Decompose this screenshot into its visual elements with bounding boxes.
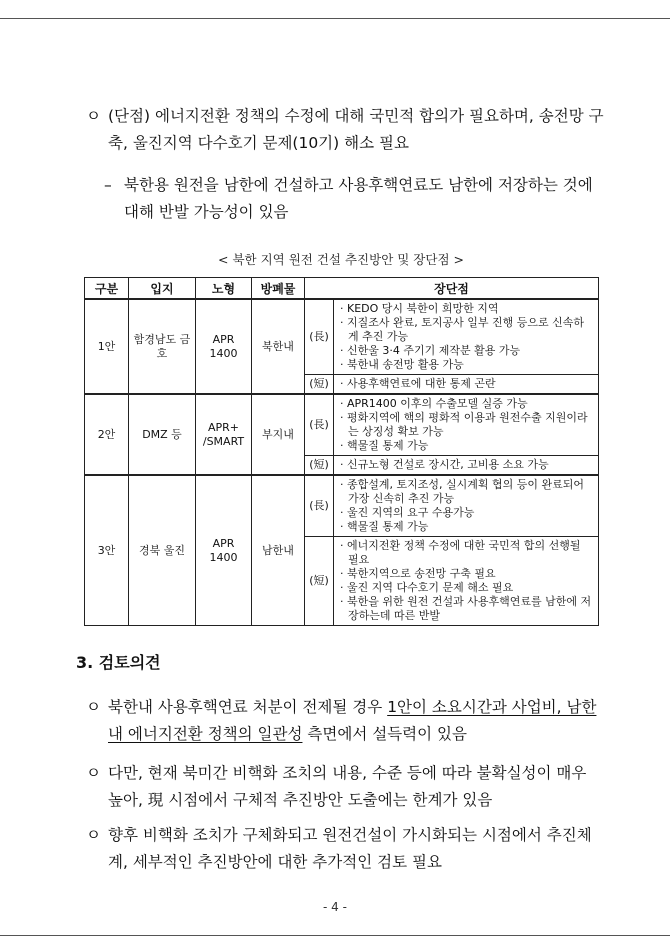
pros-item: · APR1400 이후의 수출모델 실증 가능 xyxy=(340,397,528,410)
bullet-marker: ㅇ xyxy=(86,107,101,125)
cell-location: 경북 울진 xyxy=(129,475,196,626)
pros-item: · KEDO 당시 북한이 희망한 지역 xyxy=(340,302,499,315)
bullet-marker: ㅇ xyxy=(86,764,101,782)
cell-pros-label: (長) xyxy=(305,394,334,456)
pros-item: · 신한울 3·4 주기기 제작분 활용 가능 xyxy=(340,344,521,357)
cell-cons-label: (短) xyxy=(305,375,334,395)
cons-item: · 북한을 위한 원전 건설과 사용후핵연료를 남한에 저장하는데 따른 반발 xyxy=(340,595,592,622)
paragraph-text: 다만, 현재 북미간 비핵화 조치의 내용, 수준 등에 따라 불확실성이 매우 높아, 現 시점에서 구체적 추진방안 도출에는 한계가 있음 xyxy=(108,764,587,809)
review-paragraph-1 xyxy=(86,694,606,748)
review-paragraph-3 xyxy=(86,822,606,876)
cell-pros-items xyxy=(334,394,599,456)
plan-row-pros xyxy=(85,475,599,537)
cell-waste: 부지내 xyxy=(252,394,305,475)
bullet-marker: ㅇ xyxy=(86,698,101,716)
intro-backlash-paragraph xyxy=(104,172,604,226)
paragraph-text: (단점) 에너지전환 정책의 수정에 대해 국민적 합의가 필요하며, 송전망 구축, 울진지역 다수호기 문제(10기) 해소 필요 xyxy=(108,107,604,152)
text-segment: 측면에서 설득력이 있음 xyxy=(302,725,467,743)
top-border-line xyxy=(0,18,670,19)
header-location: 입지 xyxy=(129,278,196,300)
cell-waste: 남한내 xyxy=(252,475,305,626)
pros-item: · 핵물질 통제 가능 xyxy=(340,520,429,533)
paragraph-text: 북한용 원전을 남한에 건설하고 사용후핵연료도 남한에 저장하는 것에 대해 반발 가능성이 있음 xyxy=(124,176,593,221)
pros-item: · 울진 지역의 요구 수용가능 xyxy=(340,506,475,519)
paragraph-text: 향후 비핵화 조치가 구체화되고 원전건설이 가시화되는 시점에서 추진체계, 세부적인 추진방안에 대한 추가적인 검토 필요 xyxy=(108,826,592,871)
cell-category: 3안 xyxy=(85,475,129,626)
cons-item: · 북한지역으로 송전망 구축 필요 xyxy=(340,567,496,580)
cell-category: 1안 xyxy=(85,299,129,394)
header-proscons: 장단점 xyxy=(305,278,599,300)
cell-reactor: APR 1400 xyxy=(196,299,252,394)
text-segment: 북한내 사용후핵연료 처분이 전제될 경우 xyxy=(108,698,388,716)
pros-item: · 종합설계, 토지조성, 실시계획 협의 등이 완료되어 가장 신속히 추진 가능 xyxy=(340,478,584,505)
bullet-marker: ㅇ xyxy=(86,826,101,844)
plan-comparison-table xyxy=(84,277,599,626)
cell-location: 함경남도 금호 xyxy=(129,299,196,394)
cons-item: · 사용후핵연료에 대한 통제 곤란 xyxy=(340,377,496,390)
cons-item: · 에너지전환 정책 수정에 대한 국민적 합의 선행될 필요 xyxy=(340,539,581,566)
plan-row-pros xyxy=(85,299,599,375)
dash-marker: – xyxy=(104,176,112,194)
cell-pros-items xyxy=(334,299,599,375)
cell-category: 2안 xyxy=(85,394,129,475)
cell-cons-items xyxy=(334,375,599,395)
paragraph-text xyxy=(86,694,606,748)
pros-item: · 핵물질 통제 가능 xyxy=(340,439,429,452)
cell-pros-label: (長) xyxy=(305,299,334,375)
cell-waste: 북한내 xyxy=(252,299,305,394)
cons-item: · 신규노형 건설로 장시간, 고비용 소요 가능 xyxy=(340,458,549,471)
cell-cons-label: (短) xyxy=(305,537,334,626)
section-title: 3. 검토의견 xyxy=(76,653,161,672)
header-reactor: 노형 xyxy=(196,278,252,300)
header-category: 구분 xyxy=(85,278,129,300)
cell-pros-items xyxy=(334,475,599,537)
cell-reactor: APR+ /SMART xyxy=(196,394,252,475)
cons-item: · 울진 지역 다수호기 문제 해소 필요 xyxy=(340,581,514,594)
cell-cons-label: (短) xyxy=(305,456,334,476)
pros-item: · 지질조사 완료, 토지공사 일부 진행 등으로 신속하게 추진 가능 xyxy=(340,316,584,343)
page-number: - 4 - xyxy=(323,900,347,914)
header-waste: 방폐물 xyxy=(252,278,305,300)
cell-cons-items xyxy=(334,537,599,626)
cell-location: DMZ 등 xyxy=(129,394,196,475)
underlined-text: 1안이 소요시간과 사업비, 남한내 에너지전환 정책의 일관성 xyxy=(108,698,597,743)
intro-weakness-paragraph xyxy=(86,103,606,157)
cell-pros-label: (長) xyxy=(305,475,334,537)
review-paragraph-2 xyxy=(86,760,606,814)
pros-item: · 평화지역에 핵의 평화적 이용과 원전수출 지원이라는 상징성 확보 가능 xyxy=(340,411,588,438)
cell-cons-items xyxy=(334,456,599,476)
pros-item: · 북한내 송전망 활용 가능 xyxy=(340,358,464,371)
cell-reactor: APR 1400 xyxy=(196,475,252,626)
table-header-row xyxy=(85,278,599,300)
bottom-border-line xyxy=(0,935,670,936)
table-caption: < 북한 지역 원전 건설 추진방안 및 장단점 > xyxy=(218,252,464,267)
plan-row-pros xyxy=(85,394,599,456)
